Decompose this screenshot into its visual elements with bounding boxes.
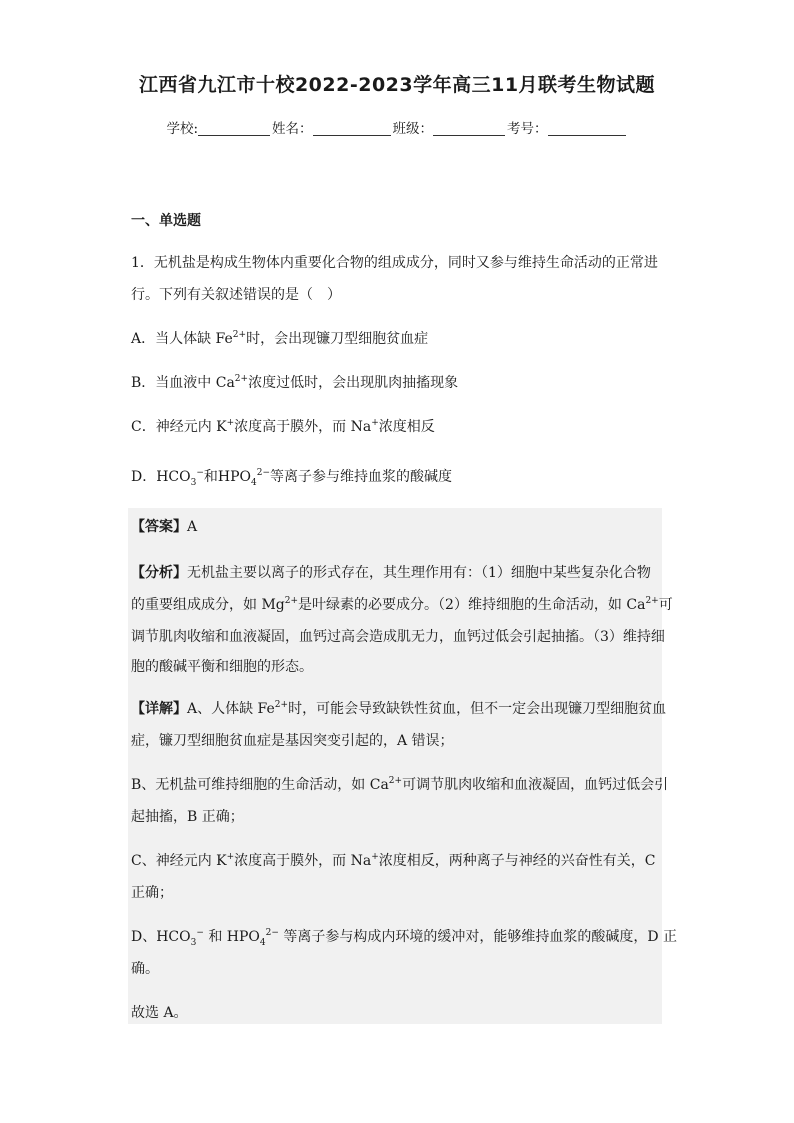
option-d-sub-1: 3 [190, 478, 197, 488]
detail-b-text: B、无机盐可维持细胞的生命活动，如 Ca [131, 777, 389, 793]
detail-c-text: C、神经元内 K [131, 853, 227, 869]
detail-d-text-mid: 和 HPO [203, 929, 260, 945]
class-label: 班级： [392, 121, 434, 137]
detail-a-text-end: 时，可能会导致缺铁性贫血，但不一定会出现镰刀型细胞贫血 [288, 701, 667, 717]
detail-line-a2: 症，镰刀型细胞贫血症是基因突变引起的，A 错误； [131, 733, 454, 749]
analysis-sup-1: 2+ [284, 596, 299, 606]
option-a [131, 328, 428, 348]
detail-c-text-mid: 浓度高于膜外，而 Na [234, 853, 372, 869]
detail-a-sup: 2+ [274, 700, 289, 710]
section-heading: 一、单选题 [131, 213, 201, 229]
school-label: 学校: [166, 121, 199, 137]
detail-line-d2: 确。 [131, 961, 159, 977]
detail-line-c2: 正确； [131, 885, 173, 901]
option-b-text-end: 浓度过低时，会出现肌肉抽搐现象 [248, 375, 459, 391]
question-stem-line-1: 1．无机盐是构成生物体内重要化合物的组成成分，同时又参与维持生命活动的正常进 [131, 255, 658, 271]
page-title: 江西省九江市十校2022-2023学年高三11月联考生物试题 [138, 74, 656, 96]
option-d-sup-1: − [196, 468, 204, 478]
option-c-sup-2: + [371, 418, 379, 428]
analysis-sup-2: 2+ [645, 596, 659, 606]
detail-d-sup-2: 2− [265, 928, 279, 938]
analysis-text-1: 无机盐主要以离子的形式存在，其生理作用有：（1）细胞中某些复杂化合物 [187, 565, 651, 581]
option-c-text-end: 浓度相反 [378, 419, 435, 435]
detail-line-b2: 起抽搐，B 正确； [131, 809, 244, 825]
analysis-text-2c: 可 [658, 597, 673, 613]
option-a-sup: 2+ [232, 330, 247, 340]
detail-line-d1 [131, 926, 677, 946]
option-c-text-mid: 浓度高于膜外，而 Na [234, 419, 372, 435]
detail-b-sup: 2+ [388, 776, 403, 786]
name-blank[interactable] [313, 121, 391, 136]
detail-d-sub-1: 3 [190, 938, 197, 948]
analysis-line-1 [131, 562, 651, 582]
student-info-line [0, 117, 794, 137]
question-stem-line-2: 行。下列有关叙述错误的是（ ） [131, 287, 341, 303]
analysis-line-4: 胞的酸碱平衡和细胞的形态。 [131, 659, 313, 675]
detail-b-text-end: 可调节肌肉收缩和血液凝固，血钙过低会引 [402, 777, 669, 793]
analysis-text-2a: 的重要组成成分，如 Mg [131, 597, 285, 613]
option-b-text: B．当血液中 Ca [131, 375, 235, 391]
option-d-text: D．HCO [131, 469, 191, 485]
answer-label: 【答案】 [131, 519, 187, 535]
analysis-line-3: 调节肌肉收缩和血液凝固，血钙过高会造成肌无力，血钙过低会引起抽搐。（3）维持细 [131, 629, 665, 645]
option-d-text-end: 等离子参与维持血浆的酸碱度 [270, 469, 453, 485]
option-d-sub-2: 4 [251, 478, 257, 488]
option-a-text-end: 时，会出现镰刀型细胞贫血症 [246, 331, 429, 347]
name-label: 姓名： [272, 121, 313, 137]
exam-no-label: 考号： [507, 121, 548, 137]
option-a-text: A．当人体缺 Fe [131, 331, 233, 347]
option-d-sup-2: 2− [256, 468, 271, 478]
answer-panel [128, 508, 662, 1024]
analysis-label: 【分析】 [131, 565, 187, 581]
option-c [131, 416, 435, 436]
detail-d-text-end: 等离子参与构成内环境的缓冲对，能够维持血浆的酸碱度，D 正 [278, 929, 678, 945]
detail-c-sup-1: + [226, 852, 235, 862]
option-d-text-mid: 和HPO [203, 469, 252, 485]
option-c-text: C．神经元内 K [131, 419, 227, 435]
answer-value: A [187, 519, 198, 535]
detail-d-sub-2: 4 [259, 938, 266, 948]
detail-d-text: D、HCO [131, 929, 191, 945]
option-d [131, 466, 452, 486]
analysis-line-2 [131, 594, 673, 614]
detail-c-sup-2: + [371, 852, 379, 862]
answer-line [131, 516, 197, 536]
detail-label: 【详解】 [131, 701, 187, 717]
class-blank[interactable] [433, 121, 505, 136]
detail-a-text: A、人体缺 Fe [187, 701, 275, 717]
exam-no-blank[interactable] [548, 121, 626, 136]
detail-line-b1 [131, 774, 668, 794]
detail-line-c1 [131, 850, 655, 870]
analysis-text-2b: 是叶绿素的必要成分。（2）维持细胞的生命活动，如 Ca [298, 597, 646, 613]
detail-c-text-end: 浓度相反，两种离子与神经的兴奋性有关，C [378, 853, 656, 869]
school-blank[interactable] [198, 121, 270, 136]
detail-d-sup-1: − [196, 928, 204, 938]
option-b [131, 372, 458, 392]
conclusion-line: 故选 A。 [131, 1005, 188, 1021]
option-c-sup-1: + [226, 418, 235, 428]
option-b-sup: 2+ [234, 374, 249, 384]
detail-line-a1 [131, 698, 666, 718]
